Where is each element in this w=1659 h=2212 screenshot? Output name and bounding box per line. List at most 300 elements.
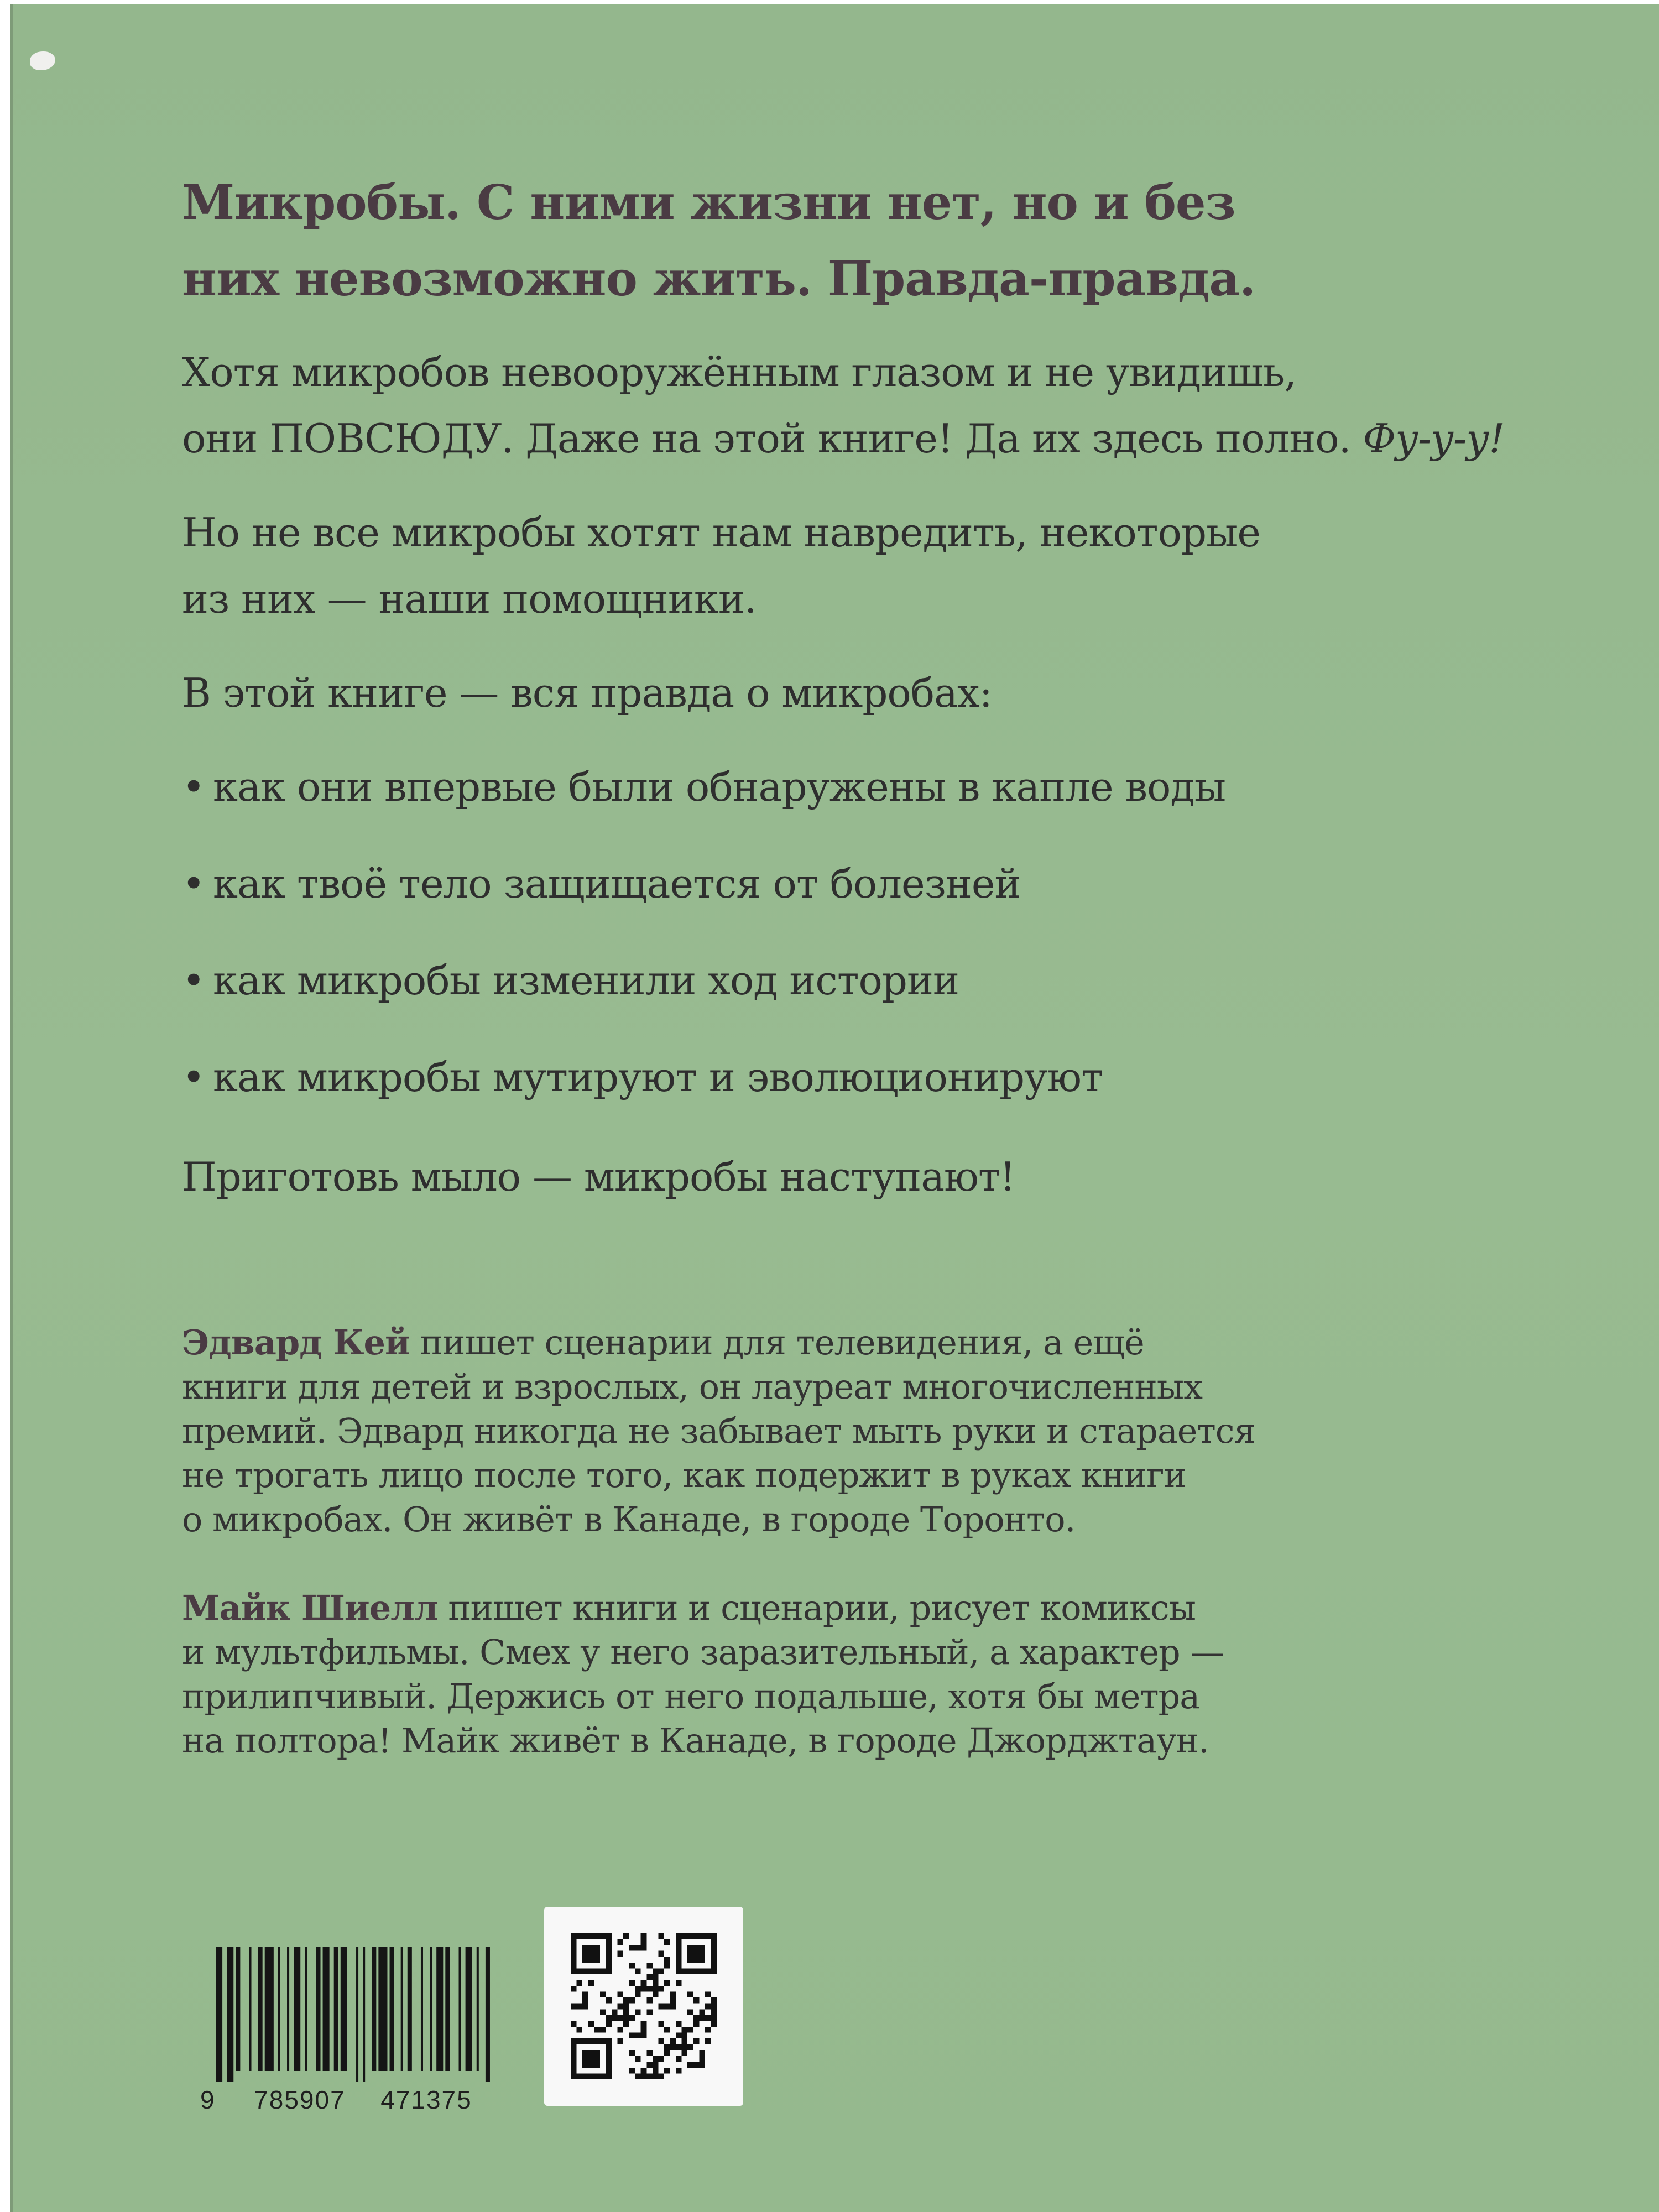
- intro-line-2: [182, 405, 1592, 472]
- qr-module: [653, 1968, 659, 1974]
- qr-module: [676, 1939, 682, 1945]
- qr-module: [687, 2027, 693, 2033]
- qr-module: [658, 2021, 664, 2027]
- qr-module: [629, 2050, 635, 2056]
- qr-module: [600, 2038, 606, 2044]
- qr-module: [693, 1968, 700, 1974]
- intro-line-1: Хотя микробов невооружённым глазом и не увидишь,: [182, 349, 1297, 395]
- qr-module: [635, 1968, 641, 1974]
- author-bio-line: [182, 1321, 1592, 1365]
- qr-module: [571, 2056, 577, 2062]
- qr-module: [693, 2015, 700, 2021]
- qr-module: [594, 2073, 600, 2079]
- qr-module: [582, 2073, 588, 2079]
- bullet-marker: •: [182, 1054, 205, 1100]
- qr-module: [577, 2004, 583, 2010]
- qr-module: [676, 2033, 682, 2039]
- qr-module: [699, 2050, 705, 2056]
- qr-module: [577, 2038, 583, 2044]
- qr-module: [588, 2062, 594, 2068]
- qr-module: [711, 2021, 717, 2027]
- qr-module: [711, 2009, 717, 2015]
- qr-module: [588, 2038, 594, 2044]
- barcode-bar: [216, 1947, 222, 2082]
- barcode-bar: [278, 1947, 280, 2071]
- qr-module: [606, 2062, 612, 2068]
- qr-module: [594, 1933, 600, 1939]
- qr-module: [635, 2056, 641, 2062]
- qr-module: [606, 1957, 612, 1963]
- qr-module: [693, 1933, 700, 1939]
- barcode-bar: [477, 1947, 479, 2071]
- qr-module: [641, 1980, 647, 1986]
- qr-module: [699, 2015, 705, 2021]
- qr-module: [711, 1945, 717, 1951]
- qr-module: [582, 2056, 588, 2062]
- qr-module: [571, 2050, 577, 2056]
- qr-module: [641, 2068, 647, 2074]
- qr-module: [699, 1945, 705, 1951]
- qr-module: [711, 1997, 717, 2004]
- qr-module: [617, 1992, 623, 1998]
- qr-module: [658, 1986, 664, 1992]
- qr-module: [582, 1945, 588, 1951]
- qr-module: [629, 2068, 635, 2074]
- qr-module: [612, 2015, 618, 2021]
- qr-module: [693, 1951, 700, 1957]
- qr-module: [711, 1957, 717, 1963]
- qr-module: [687, 1968, 693, 1974]
- qr-module: [687, 1933, 693, 1939]
- qr-module: [687, 1992, 693, 1998]
- qr-module: [606, 2015, 612, 2021]
- qr-module: [606, 1945, 612, 1951]
- barcode-bar: [459, 1947, 461, 2071]
- qr-module: [588, 2073, 594, 2079]
- bullet-item: [182, 1044, 1103, 1110]
- qr-module: [600, 1992, 606, 1998]
- qr-module: [571, 1951, 577, 1957]
- barcode-bar: [486, 1947, 490, 2082]
- qr-module: [658, 2056, 664, 2062]
- barcode-bar: [323, 1947, 330, 2071]
- qr-module: [571, 1968, 577, 1974]
- cover-scuff-mark: [30, 51, 55, 70]
- qr-module: [617, 2038, 623, 2044]
- author-bio-line: и мультфильмы. Смех у него заразительный, а характер —: [182, 1632, 1224, 1672]
- qr-module: [623, 2009, 629, 2015]
- bullet-marker: •: [182, 764, 205, 810]
- qr-module: [571, 2068, 577, 2074]
- qr-module: [653, 1986, 659, 1992]
- qr-module: [699, 2062, 705, 2068]
- qr-module: [600, 2027, 606, 2033]
- qr-module: [658, 1968, 664, 1974]
- qr-module: [606, 2050, 612, 2056]
- barcode-bar: [430, 1947, 432, 2071]
- qr-module: [629, 1963, 635, 1969]
- qr-module: [711, 2015, 717, 2021]
- qr-module: [682, 2033, 688, 2039]
- qr-module: [588, 1980, 594, 1986]
- qr-module: [606, 1968, 612, 1974]
- qr-module: [705, 2015, 711, 2021]
- qr-module: [623, 2015, 629, 2021]
- qr-module: [653, 2056, 659, 2062]
- qr-module: [635, 2073, 641, 2079]
- qr-module: [699, 2009, 705, 2015]
- qr-module: [641, 2033, 647, 2039]
- qr-module: [606, 1933, 612, 1939]
- bullet-item: [182, 754, 1225, 820]
- qr-module: [629, 1980, 635, 1986]
- closing-line: Приготовь мыло — микробы наступают!: [182, 1154, 1015, 1200]
- barcode-bar: [390, 1947, 394, 2071]
- isbn-barcode: [200, 1940, 499, 2122]
- qr-module: [641, 2073, 647, 2079]
- qr-module: [577, 2073, 583, 2079]
- qr-module: [641, 2021, 647, 2027]
- qr-module: [594, 2062, 600, 2068]
- qr-module: [588, 1957, 594, 1963]
- qr-module: [629, 2015, 635, 2021]
- qr-module: [682, 1968, 688, 1974]
- qr-module: [635, 2009, 641, 2015]
- qr-module: [705, 1968, 711, 1974]
- qr-module: [676, 1945, 682, 1951]
- qr-module: [646, 2073, 653, 2079]
- author-name: Майк Шиелл: [182, 1588, 438, 1628]
- qr-module: [705, 2027, 711, 2033]
- qr-module: [594, 1945, 600, 1951]
- barcode-bar: [316, 1947, 320, 2071]
- qr-module: [646, 2050, 653, 2056]
- qr-module: [676, 1980, 682, 1986]
- qr-module: [682, 2038, 688, 2044]
- qr-module: [577, 1980, 583, 1986]
- bullet-item: [182, 947, 959, 1014]
- isbn-group-1: 785907: [254, 2085, 346, 2114]
- barcode-bar: [341, 1947, 347, 2071]
- qr-module: [711, 2004, 717, 2010]
- qr-module: [670, 1992, 676, 1998]
- qr-module: [577, 1968, 583, 1974]
- author-bio-mike: [182, 1586, 1592, 1763]
- qr-module: [571, 2021, 577, 2027]
- qr-module: [577, 2027, 583, 2033]
- barcode-bar: [466, 1947, 472, 2071]
- qr-module: [670, 2004, 676, 2010]
- qr-module: [582, 1992, 588, 1998]
- qr-module: [670, 2038, 676, 2044]
- author-bio-text: пишет сценарии для телевидения, а ещё: [409, 1322, 1144, 1363]
- qr-module: [664, 2004, 670, 2010]
- qr-module: [653, 1992, 659, 1998]
- qr-module: [676, 1951, 682, 1957]
- qr-module: [693, 1945, 700, 1951]
- qr-module: [594, 2050, 600, 2056]
- qr-module: [582, 1997, 588, 2004]
- intro-paragraph: [182, 339, 1592, 472]
- qr-module: [687, 2062, 693, 2068]
- qr-module: [588, 2050, 594, 2056]
- qr-module: [641, 1933, 647, 1939]
- qr-module: [646, 1974, 653, 1980]
- qr-module: [641, 1939, 647, 1945]
- qr-module: [571, 1939, 577, 1945]
- qr-module: [606, 2044, 612, 2051]
- qr-module: [606, 1997, 612, 2004]
- qr-module: [635, 1992, 641, 1998]
- qr-module: [664, 1963, 670, 1969]
- qr-module: [594, 1951, 600, 1957]
- qr-module: [676, 2068, 682, 2074]
- helpers-paragraph: [182, 499, 1592, 632]
- qr-module: [635, 1986, 641, 1992]
- author-bio-line: премий. Эдвард никогда не забывает мыть руки и старается: [182, 1411, 1255, 1451]
- bullet-marker: •: [182, 860, 205, 907]
- qr-module: [693, 2038, 700, 2044]
- qr-module: [711, 1951, 717, 1957]
- author-bio-line: не трогать лицо после того, как подержит в руках книги: [182, 1455, 1186, 1495]
- barcode-bar: [378, 1947, 387, 2071]
- qr-module: [664, 2050, 670, 2056]
- qr-module: [594, 2027, 600, 2033]
- bullet-text: как твоё тело защищается от болезней: [213, 860, 1021, 907]
- qr-module: [629, 2033, 635, 2039]
- qr-module: [664, 1939, 670, 1945]
- qr-module: [582, 1933, 588, 1939]
- qr-module: [582, 2038, 588, 2044]
- qr-module: [617, 2027, 623, 2033]
- qr-module: [676, 1957, 682, 1963]
- qr-module: [705, 2004, 711, 2010]
- qr-module: [641, 2027, 647, 2033]
- qr-module: [641, 1986, 647, 1992]
- qr-module: [711, 1933, 717, 1939]
- qr-module: [676, 2021, 682, 2027]
- qr-module: [705, 1992, 711, 1998]
- author-bio-line: [182, 1586, 1592, 1630]
- qr-module: [600, 1933, 606, 1939]
- author-bio-edward: [182, 1321, 1592, 1542]
- qr-module: [687, 1945, 693, 1951]
- qr-module: [646, 1986, 653, 1992]
- qr-module: [571, 1933, 577, 1939]
- bullet-text: как микробы изменили ход истории: [213, 957, 959, 1004]
- qr-module: [594, 2038, 600, 2044]
- barcode-bar: [305, 1947, 307, 2071]
- qr-module: [711, 1968, 717, 1974]
- truth-intro: В этой книге — вся правда о микробах:: [182, 670, 992, 716]
- qr-module: [705, 1933, 711, 1939]
- qr-module: [711, 1939, 717, 1945]
- qr-module: [594, 1957, 600, 1963]
- barcode-bar: [408, 1947, 412, 2071]
- helpers-line-2: из них — наши помощники.: [182, 576, 757, 622]
- qr-module: [606, 2038, 612, 2044]
- qr-module: [670, 1997, 676, 2004]
- qr-module: [699, 1951, 705, 1957]
- isbn-number: [200, 2085, 499, 2115]
- qr-module: [711, 1963, 717, 1969]
- barcode-bar: [227, 1947, 233, 2082]
- qr-module: [582, 1957, 588, 1963]
- qr-module: [693, 2021, 700, 2027]
- qr-module: [676, 1968, 682, 1974]
- qr-module: [682, 2050, 688, 2056]
- bullet-item: [182, 851, 1020, 917]
- qr-module: [653, 2062, 659, 2068]
- qr-module: [658, 1951, 664, 1957]
- qr-module: [594, 2056, 600, 2062]
- qr-module: [571, 2004, 577, 2010]
- qr-module: [687, 1957, 693, 1963]
- qr-module: [664, 2044, 670, 2051]
- qr-module: [606, 1963, 612, 1969]
- bullet-text: как микробы мутируют и эволюционируют: [213, 1054, 1103, 1100]
- author-bio-line: о микробах. Он живёт в Канаде, в городе Торонто.: [182, 1499, 1076, 1540]
- qr-module: [600, 2073, 606, 2079]
- qr-module: [571, 2038, 577, 2044]
- qr-module: [629, 1997, 635, 2004]
- barcode-bar: [236, 1947, 240, 2071]
- barcode-bar: [258, 1947, 263, 2071]
- qr-module: [571, 1957, 577, 1963]
- qr-module: [658, 2038, 664, 2044]
- qr-module: [664, 2027, 670, 2033]
- qr-module: [682, 2027, 688, 2033]
- barcode-bar: [421, 1947, 423, 2071]
- qr-module: [582, 1951, 588, 1957]
- qr-module: [653, 1974, 659, 1980]
- qr-module: [629, 1945, 635, 1951]
- helpers-line-1: Но не все микробы хотят нам навредить, некоторые: [182, 509, 1260, 556]
- headline-line-2: них невозможно жить. Правда-правда.: [182, 251, 1256, 307]
- qr-module: [606, 1939, 612, 1945]
- qr-module: [582, 2062, 588, 2068]
- barcode-bar: [294, 1947, 300, 2071]
- qr-module: [653, 2073, 659, 2079]
- qr-module: [664, 1980, 670, 1986]
- qr-module: [571, 2044, 577, 2051]
- qr-module: [623, 1933, 629, 1939]
- qr-module: [588, 2021, 594, 2027]
- qr-module: [682, 1933, 688, 1939]
- qr-code: [544, 1907, 743, 2106]
- author-bio-line: на полтора! Майк живёт в Канаде, в городе Джорджтаун.: [182, 1720, 1209, 1761]
- qr-module: [617, 2015, 623, 2021]
- qr-module: [600, 2009, 606, 2015]
- qr-module: [699, 1968, 705, 1974]
- qr-module: [693, 2062, 700, 2068]
- qr-module: [699, 1933, 705, 1939]
- author-name: Эдвард Кей: [182, 1322, 410, 1363]
- intro-exclamation: Фу-у-у!: [1363, 415, 1505, 462]
- qr-module: [588, 1968, 594, 1974]
- bullet-text: как они впервые были обнаружены в капле воды: [213, 764, 1226, 810]
- qr-module: [699, 2056, 705, 2062]
- qr-module: [623, 2021, 629, 2027]
- author-bio-line: книги для детей и взрослых, он лауреат многочисленных: [182, 1366, 1203, 1407]
- qr-module: [635, 1945, 641, 1951]
- qr-module: [676, 2056, 682, 2062]
- qr-module: [646, 2009, 653, 2015]
- qr-module: [676, 1933, 682, 1939]
- qr-module: [687, 2009, 693, 2015]
- book-back-cover: [10, 4, 1659, 2212]
- qr-module: [646, 1963, 653, 1969]
- bullet-marker: •: [182, 957, 205, 1004]
- qr-module: [623, 2004, 629, 2010]
- qr-module: [594, 1968, 600, 1974]
- qr-module: [571, 2062, 577, 2068]
- author-bio-line: прилипчивый. Держись от него подальше, хотя бы метра: [182, 1676, 1200, 1717]
- qr-module: [687, 1951, 693, 1957]
- qr-module: [653, 2068, 659, 2074]
- barcode-bar: [445, 1947, 450, 2071]
- qr-module: [617, 1939, 623, 1945]
- qr-module: [641, 1945, 647, 1951]
- qr-module: [612, 2009, 618, 2015]
- headline-line-1: Микробы. С ними жизни нет, но и без: [182, 175, 1235, 231]
- qr-module: [588, 1951, 594, 1957]
- author-bio-text: пишет книги и сценарии, рисует комиксы: [437, 1588, 1196, 1628]
- barcode-bar: [356, 1947, 358, 2082]
- qr-module: [653, 1980, 659, 1986]
- qr-module: [676, 2044, 682, 2051]
- qr-module: [687, 2044, 693, 2051]
- qr-code-pattern: [571, 1933, 717, 2079]
- barcode-bar: [265, 1947, 274, 2071]
- qr-module: [571, 1945, 577, 1951]
- qr-module: [658, 2004, 664, 2010]
- qr-module: [682, 2044, 688, 2051]
- qr-module: [588, 1933, 594, 1939]
- barcode-bar: [372, 1947, 376, 2071]
- barcode-bar: [436, 1947, 443, 2071]
- qr-module: [693, 1997, 700, 2004]
- qr-module: [658, 2073, 664, 2079]
- qr-module: [588, 1945, 594, 1951]
- qr-module: [664, 2068, 670, 2074]
- qr-module: [664, 1957, 670, 1963]
- intro-line-2-text: они ПОВСЮДУ. Даже на этой книге! Да их здесь полно.: [182, 415, 1363, 462]
- barcode-bars: [216, 1947, 492, 2082]
- headline: [182, 165, 1509, 317]
- qr-module: [617, 2004, 623, 2010]
- barcode-bar: [334, 1947, 338, 2071]
- qr-module: [606, 2021, 612, 2027]
- qr-module: [606, 2056, 612, 2062]
- barcode-bar: [363, 1947, 365, 2082]
- barcode-bar: [287, 1947, 289, 2071]
- qr-module: [606, 2073, 612, 2079]
- qr-module: [658, 1933, 664, 1939]
- qr-module: [617, 1951, 623, 1957]
- qr-module: [600, 1968, 606, 1974]
- qr-module: [705, 2038, 711, 2044]
- isbn-first-digit: 9: [200, 2085, 216, 2114]
- qr-module: [635, 2033, 641, 2039]
- barcode-bar: [249, 1947, 251, 2071]
- qr-module: [582, 2050, 588, 2056]
- qr-module: [646, 1997, 653, 2004]
- qr-module: [606, 1951, 612, 1957]
- qr-module: [623, 1997, 629, 2004]
- qr-module: [606, 2068, 612, 2074]
- qr-module: [577, 1933, 583, 1939]
